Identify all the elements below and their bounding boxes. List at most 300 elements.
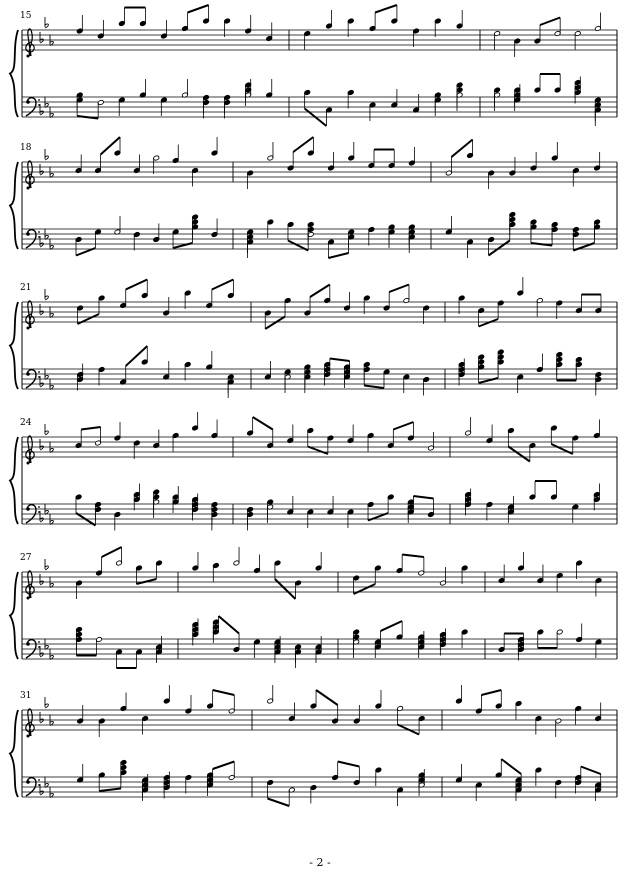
flat-icon [40, 784, 43, 795]
beam [99, 789, 121, 792]
brace [10, 302, 18, 389]
note [595, 295, 602, 314]
note [369, 13, 376, 32]
note [537, 629, 544, 648]
measure-number: 24 [20, 418, 32, 428]
measure [77, 685, 235, 801]
note [461, 629, 468, 648]
note [203, 5, 210, 24]
flat-icon [40, 104, 43, 115]
note [75, 155, 82, 174]
note [76, 15, 83, 34]
note [387, 430, 394, 449]
note [418, 557, 425, 576]
measure [77, 280, 234, 399]
note [446, 157, 453, 176]
note [391, 89, 398, 108]
note [192, 552, 199, 571]
page-number: - 2 - [309, 856, 331, 869]
note [98, 772, 105, 791]
note [594, 420, 601, 439]
note [136, 565, 143, 584]
note [156, 560, 163, 579]
note [403, 374, 410, 393]
measure [267, 685, 425, 806]
note [75, 430, 82, 449]
flat-icon [45, 559, 48, 570]
note [211, 219, 218, 238]
bass-staff [22, 369, 617, 389]
note [134, 155, 141, 174]
note [95, 229, 102, 248]
note [245, 15, 252, 34]
note [486, 425, 493, 444]
treble-clef-icon [26, 301, 34, 330]
beam [136, 579, 156, 584]
note [423, 305, 430, 324]
beam [531, 243, 552, 246]
note [163, 685, 170, 704]
note [383, 292, 390, 311]
flat-icon [45, 697, 48, 708]
note [488, 170, 495, 189]
note [326, 10, 333, 29]
beam [402, 555, 424, 558]
note [595, 639, 602, 658]
note [328, 239, 335, 258]
note [310, 785, 317, 804]
note [228, 695, 235, 714]
note [363, 295, 370, 314]
note [304, 90, 311, 109]
note [594, 152, 601, 171]
note [534, 74, 541, 93]
beam [413, 496, 433, 499]
note [435, 18, 442, 37]
beam [479, 319, 499, 327]
note [287, 496, 294, 515]
note [182, 79, 189, 98]
note [347, 425, 354, 444]
flat-icon [40, 574, 43, 585]
flat-icon [45, 289, 48, 300]
flat-icon [45, 424, 48, 435]
note [397, 787, 404, 806]
note [114, 422, 121, 441]
treble-clef-icon [26, 709, 34, 738]
note [536, 354, 543, 373]
note [295, 580, 302, 599]
note [114, 512, 121, 531]
note [475, 695, 482, 714]
note [75, 494, 82, 513]
beam [393, 422, 413, 430]
note [529, 481, 536, 500]
beam [126, 280, 148, 290]
treble-clef-icon [26, 161, 34, 190]
note [172, 145, 179, 164]
measure [76, 547, 163, 668]
note [153, 224, 160, 243]
measure [465, 417, 600, 523]
note [353, 767, 360, 786]
flat-icon [40, 236, 43, 247]
beam [253, 417, 273, 430]
measure [75, 412, 218, 531]
brace [10, 437, 18, 524]
key-signature [40, 697, 53, 726]
note [576, 560, 583, 579]
note [440, 567, 447, 586]
measure-number: 18 [20, 143, 32, 153]
flat-icon [40, 304, 43, 315]
beam [354, 584, 376, 594]
note [288, 787, 295, 806]
beam [308, 447, 328, 455]
beam [551, 444, 572, 454]
note [172, 229, 179, 248]
beam [581, 767, 601, 775]
key-signature [40, 559, 53, 588]
note [288, 703, 295, 722]
note [375, 767, 382, 786]
note [498, 634, 505, 653]
note [247, 170, 254, 189]
note [347, 509, 354, 528]
note [140, 8, 147, 27]
flat-icon [40, 164, 43, 175]
note [327, 496, 334, 515]
beam [265, 317, 285, 330]
measure [446, 140, 601, 259]
note [347, 90, 354, 109]
note [537, 565, 544, 584]
note [185, 695, 192, 714]
note [136, 649, 143, 668]
note [307, 509, 314, 528]
note [368, 227, 375, 246]
note [554, 74, 561, 93]
treble-clef-icon [26, 571, 34, 600]
brace [10, 30, 18, 117]
brace [10, 572, 18, 659]
measure-number: 15 [20, 11, 32, 21]
system [10, 412, 617, 531]
beam [489, 241, 510, 256]
note [551, 425, 558, 444]
beam [219, 616, 240, 634]
beam [213, 690, 235, 695]
note [428, 432, 435, 451]
note [134, 440, 141, 459]
note [423, 377, 430, 396]
note [98, 295, 105, 314]
note [140, 79, 147, 98]
treble-staff [22, 437, 617, 457]
note [96, 557, 103, 576]
note [304, 297, 311, 316]
note [576, 295, 583, 314]
measure [494, 13, 601, 127]
note [514, 38, 521, 57]
brace [10, 710, 18, 797]
key-signature [40, 17, 53, 46]
note [409, 147, 416, 166]
flat-icon [45, 149, 48, 160]
measure [247, 417, 434, 531]
beam [77, 116, 98, 119]
note [120, 290, 127, 309]
note [184, 362, 191, 381]
bass-staff [22, 97, 617, 117]
note [486, 502, 493, 521]
system [10, 277, 617, 398]
note [517, 277, 524, 296]
note [467, 239, 474, 258]
beam [213, 762, 235, 770]
note [97, 100, 104, 119]
note [465, 417, 472, 436]
beam [481, 690, 501, 695]
flat-icon [40, 646, 43, 657]
note [332, 705, 339, 724]
measure-number: 21 [20, 283, 32, 293]
note [287, 222, 294, 241]
note [134, 232, 141, 251]
note [332, 762, 339, 781]
note [344, 292, 351, 311]
note [576, 624, 583, 643]
note [114, 216, 121, 235]
note [572, 435, 579, 454]
note [96, 637, 103, 656]
system [10, 5, 617, 126]
measure-number: 31 [20, 691, 32, 701]
note [369, 102, 376, 121]
note [254, 555, 261, 574]
note [475, 782, 482, 801]
treble-staff [22, 30, 617, 50]
note [391, 5, 398, 24]
system [10, 685, 617, 806]
note [495, 690, 502, 709]
note [353, 705, 360, 724]
note [315, 552, 322, 571]
note [517, 374, 524, 393]
bass-staff [22, 229, 617, 249]
note [265, 361, 272, 380]
beam [77, 314, 99, 324]
key-signature [40, 149, 53, 178]
note [77, 764, 84, 783]
measure [353, 555, 468, 659]
measure [456, 685, 602, 801]
beam [316, 690, 338, 705]
note [287, 425, 294, 444]
note [182, 13, 189, 32]
note [267, 430, 274, 449]
beam [212, 280, 234, 290]
note [267, 780, 274, 799]
note [396, 555, 403, 574]
note [595, 703, 602, 722]
note [233, 634, 240, 653]
note [327, 435, 334, 454]
note [383, 369, 390, 388]
note [267, 142, 274, 161]
note [498, 565, 505, 584]
note [224, 18, 231, 37]
beam [364, 386, 384, 389]
note [287, 152, 294, 171]
beam [397, 725, 419, 735]
beam [540, 18, 560, 26]
note [254, 639, 261, 658]
key-signature [40, 424, 53, 453]
note [161, 20, 168, 39]
measure [192, 547, 322, 668]
beam [188, 5, 209, 13]
note [211, 137, 218, 156]
note [328, 152, 335, 171]
note [461, 565, 468, 584]
note [497, 300, 504, 319]
note [163, 297, 170, 316]
note [120, 693, 127, 712]
note [530, 152, 537, 171]
note [116, 649, 123, 668]
note [456, 764, 463, 783]
note [266, 79, 273, 98]
note [76, 580, 83, 599]
note [207, 690, 214, 709]
note [458, 295, 465, 314]
note [556, 300, 563, 319]
measure [75, 137, 218, 256]
beam [328, 253, 348, 258]
note [368, 150, 375, 169]
note [192, 412, 199, 431]
note [119, 8, 126, 27]
treble-staff [22, 302, 617, 322]
beam [330, 359, 350, 362]
note [161, 97, 168, 116]
note [534, 25, 541, 44]
note [388, 150, 395, 169]
note [274, 560, 281, 579]
note [348, 142, 355, 161]
note [95, 155, 102, 174]
note [509, 157, 516, 176]
measure [76, 5, 272, 119]
treble-clef-icon [26, 29, 34, 58]
system [10, 137, 617, 258]
beam [508, 447, 529, 462]
brace [10, 162, 18, 249]
note [446, 216, 453, 235]
note [375, 690, 382, 709]
note [595, 13, 602, 32]
note [555, 780, 562, 799]
note [153, 155, 160, 174]
system [10, 547, 617, 668]
note [456, 10, 463, 29]
note [413, 28, 420, 47]
note [98, 718, 105, 737]
note [428, 499, 435, 518]
key-signature [40, 289, 53, 318]
beam [310, 285, 330, 298]
beam [293, 137, 313, 152]
beam [338, 762, 360, 767]
note [551, 481, 558, 500]
note [185, 775, 192, 794]
bass-staff [22, 777, 617, 797]
measure-number: 27 [20, 553, 32, 563]
note [495, 759, 502, 778]
note [375, 565, 382, 584]
beam [380, 621, 402, 631]
flat-icon [40, 439, 43, 450]
beam [81, 427, 100, 430]
note [206, 351, 213, 370]
note [551, 142, 558, 161]
measure [247, 137, 415, 258]
flat-icon [40, 376, 43, 387]
note [387, 494, 394, 513]
note [572, 504, 579, 523]
note [267, 685, 274, 704]
note [211, 420, 218, 439]
note [518, 552, 525, 571]
beam [501, 759, 521, 774]
beam [389, 285, 409, 293]
note [184, 290, 191, 309]
bass-staff [22, 504, 617, 524]
note [153, 430, 160, 449]
note [77, 705, 84, 724]
note [267, 219, 274, 238]
note [555, 718, 562, 737]
flat-icon [45, 17, 48, 28]
flat-icon [40, 32, 43, 43]
treble-staff [22, 710, 617, 730]
note [119, 97, 126, 116]
measure [265, 285, 430, 396]
note [95, 427, 102, 446]
flat-icon [40, 712, 43, 723]
measure [458, 277, 601, 396]
treble-staff [22, 572, 617, 592]
beam [102, 547, 122, 557]
note [456, 685, 463, 704]
flat-icon [40, 511, 43, 522]
note [266, 23, 273, 42]
measure [304, 5, 463, 126]
note [206, 290, 213, 309]
treble-staff [22, 162, 617, 182]
treble-clef-icon [26, 436, 34, 465]
note [310, 690, 317, 709]
note [163, 361, 170, 380]
note [228, 762, 235, 781]
note [326, 107, 333, 126]
note [98, 367, 105, 386]
note [347, 18, 354, 37]
note [247, 417, 254, 436]
note [535, 767, 542, 786]
beam [375, 5, 397, 13]
